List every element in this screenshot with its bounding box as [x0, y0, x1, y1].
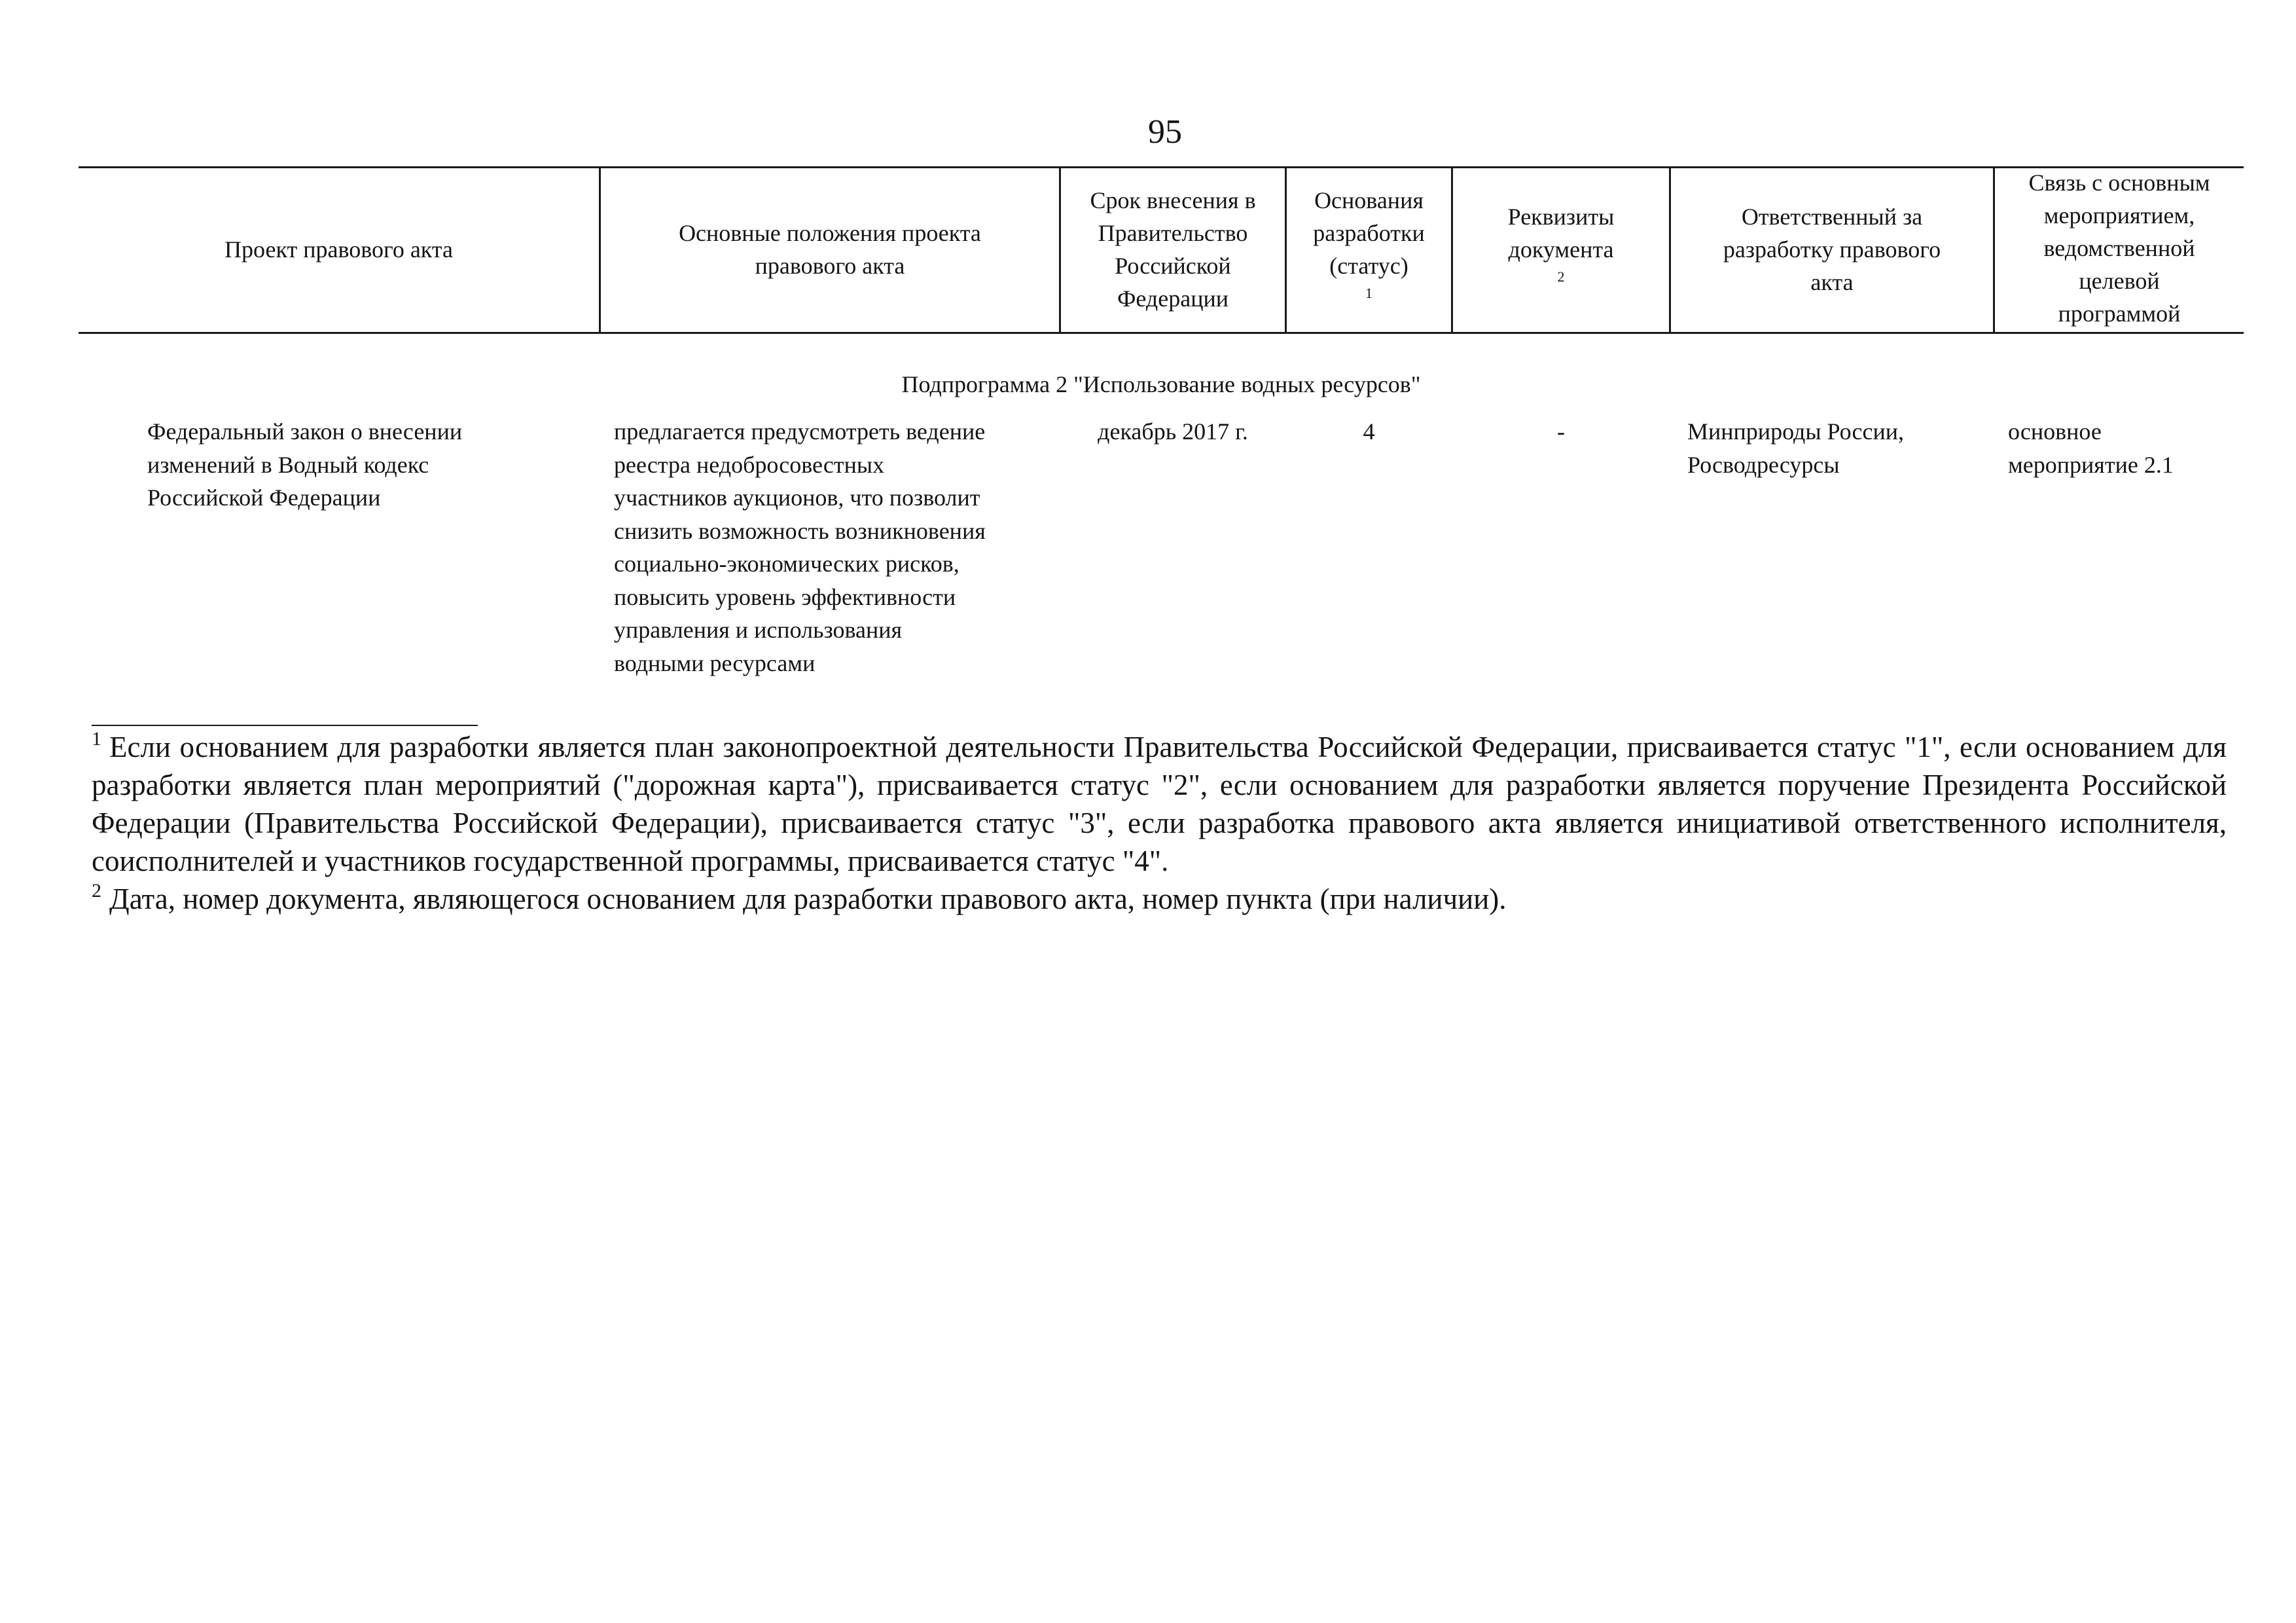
cell-provisions: предлагается предусмотреть ведение реестра недобросовестных участников аукционов, что позволит снизить возможность возникновения социально-экономических рисков, повысить уровень эффективности управления и использования водными ресурсами: [614, 418, 986, 676]
footnote-separator: [92, 725, 478, 726]
footnote-mark-1: 1: [92, 728, 101, 750]
footnote-2: $^2$ Дата, номер документа, являющегося основанием для разработки правового акта, номер пункта (при наличии).: [92, 880, 1507, 915]
header-basis-status: Основания разработки (статус) $^1$: [1313, 187, 1425, 301]
header-link-program: Связь с основным мероприятием, ведомственной целевой программой: [2028, 170, 2210, 327]
header-deadline: Срок внесения в Правительство Российской Федерации: [1090, 187, 1256, 312]
cell-deadline: декабрь 2017 г.: [1098, 418, 1248, 445]
footnote-ref-1: 1: [1365, 284, 1372, 301]
cell-requisites: -: [1557, 418, 1565, 445]
footnote-ref-2: 2: [1557, 268, 1565, 285]
subprogram-title: Подпрограмма 2 "Использование водных ресурсов": [901, 371, 1421, 397]
footnotes: [92, 728, 2227, 918]
header-bottom-rule: [79, 332, 2244, 334]
header-requisites: Реквизиты документа $^2$: [1507, 203, 1615, 285]
footnote-1: $^1$ Если основанием для разработки является план законопроектной деятельности Правительства Российской Федерации, присваивается статус "1", если основанием для разработки является план мероприятий ("дорожная карта"), присваивается статус "2", если основанием для разработки является поручение Президента Российской Федерации (Правительства Российской Федерации), присваивается статус "3", если разработка правового акта является инициативой ответственного исполнителя, соисполнителей и участников государственной программы, присваивается статус "4".: [92, 728, 2227, 877]
cell-status: 4: [1363, 418, 1375, 445]
header-responsible: Ответственный за разработку правового акта: [1723, 203, 1941, 295]
cell-responsible: Минприроды России, Росводресурсы: [1687, 418, 1905, 478]
cell-link-program: основное мероприятие 2.1: [2008, 418, 2174, 478]
header-project: Проект правового акта: [224, 236, 453, 263]
header-provisions: Основные положения проекта правового акта: [679, 219, 981, 279]
page-number: 95: [1148, 113, 1182, 151]
cell-project: Федеральный закон о внесении изменений в Водный кодекс Российской Федерации: [147, 418, 463, 511]
footnote-mark-2: 2: [92, 880, 101, 902]
